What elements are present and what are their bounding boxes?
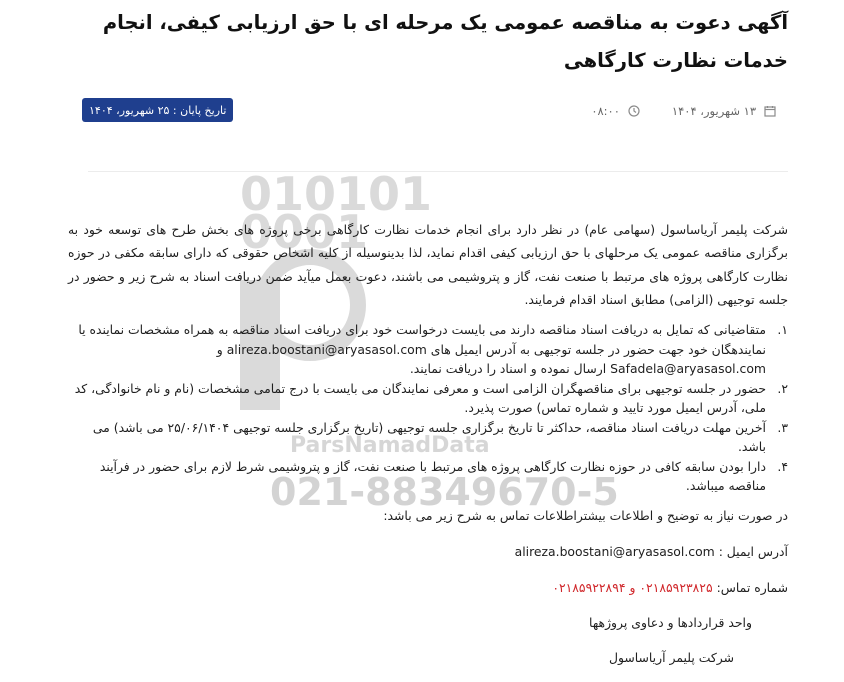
post-meta	[591, 100, 776, 122]
list-item-text: حضور در جلسه توجیهی برای مناقصهگران الزامی است و معرفی نمایندگان می بایست با درج تمامی مشخصات (نام و نام خانوادگی، کد ملی، آدرس ایمیل مورد تایید و شماره تماس) صورت پذیرد.	[74, 380, 766, 416]
svg-text:021-88349670-5: 021-88349670-5	[270, 470, 619, 510]
list-item-number: ۱.	[777, 322, 788, 338]
list-item-number: ۴.	[777, 458, 788, 474]
contact-intro: در صورت نیاز به توضیح و اطلاعات بیشتراطلاعات تماس به شرح زیر می باشد:	[383, 507, 788, 523]
list-item	[68, 457, 788, 496]
post-time: ۰۸:۰۰	[591, 104, 620, 118]
deadline-badge: تاریخ پایان : ۲۵ شهریور، ۱۴۰۴	[82, 98, 233, 122]
email-label: آدرس ایمیل :	[718, 543, 788, 559]
svg-text:0001: 0001	[240, 205, 369, 259]
list-item	[68, 418, 788, 457]
signature-unit: واحد قراردادها و دعاوی پروژهها	[589, 615, 752, 630]
requirements-list	[68, 320, 788, 496]
page-title: آگهی دعوت به مناقصه عمومی یک مرحله ای با حق ارزیابی کیفی، انجام خدمات نظارت کارگاهی	[102, 11, 788, 72]
list-item	[68, 379, 788, 418]
calendar-icon	[764, 105, 776, 117]
list-item-text: آخرین مهلت دریافت اسناد مناقصه، حداکثر تا تاریخ برگزاری جلسه توجیهی (تاریخ برگزاری جلسه توجیهی ۲۵/۰۶/۱۴۰۴ می باشد) می باشد.	[92, 419, 766, 455]
list-item	[68, 320, 788, 379]
email-line	[68, 541, 788, 563]
svg-text:ParsNamadData: ParsNamadData	[290, 433, 490, 458]
list-item-text: متقاضیانی که تمایل به دریافت اسناد مناقصه دارند می بایست درخواست خود برای دریافت اسناد مناقصه به همراه مشخصات نماینده یا نمایندهگان خود جهت حضور در جلسه توجیهی به آدرس ایمیل های alireza.boostani@aryasasol.com و Safadela@aryasasol.com ارسال نموده و اسناد را دریافت نمایند.	[78, 322, 766, 377]
signature-company: شرکت پلیمر آریاساسول	[608, 650, 734, 665]
phone-value[interactable]: ۰۲۱۸۵۹۲۳۸۲۵ و ۰۲۱۸۵۹۲۲۸۹۴	[552, 579, 713, 595]
email-value[interactable]: alireza.boostani@aryasasol.com	[514, 543, 715, 559]
divider	[88, 171, 788, 172]
intro-paragraph: شرکت پلیمر آریاساسول (سهامی عام) در نظر دارد برای انجام خدمات نظارت کارگاهی برخی پروژه های بخش طرح های توسعه خود به برگزاری مناقصه عمومی یک مرحلهای با حق ارزیابی کیفی اقدام نماید، لذا بدینوسیله از کلیه اشخاص حقوقی که دارای سابقه مکفی در حوزه نظارت کارگاهی پروژه های مرتبط با صنعت نفت، گاز و پتروشیمی می باشند، دعوت بعمل میآید ضمن دریافت اسناد به شرح زیر و حضور در جلسه توجیهی (الزامی) مطابق اسناد اقدام فرمایند.	[68, 222, 788, 307]
list-item-number: ۲.	[777, 380, 788, 396]
list-item-number: ۳.	[777, 419, 788, 435]
signature-block	[589, 612, 752, 682]
list-item-text: دارا بودن سابقه کافی در حوزه نظارت کارگاهی پروژه های مرتبط با صنعت نفت، گاز و پتروشیمی شرط لازم برای حضور در فرآیند مناقصه میباشد.	[99, 458, 766, 494]
svg-text:010101: 010101	[240, 170, 433, 221]
phone-line	[68, 577, 788, 599]
clock-icon	[628, 105, 640, 117]
phone-label: شماره تماس:	[716, 579, 788, 595]
notice-body	[68, 218, 788, 599]
post-date: ۱۳ شهریور، ۱۴۰۴	[671, 104, 756, 118]
